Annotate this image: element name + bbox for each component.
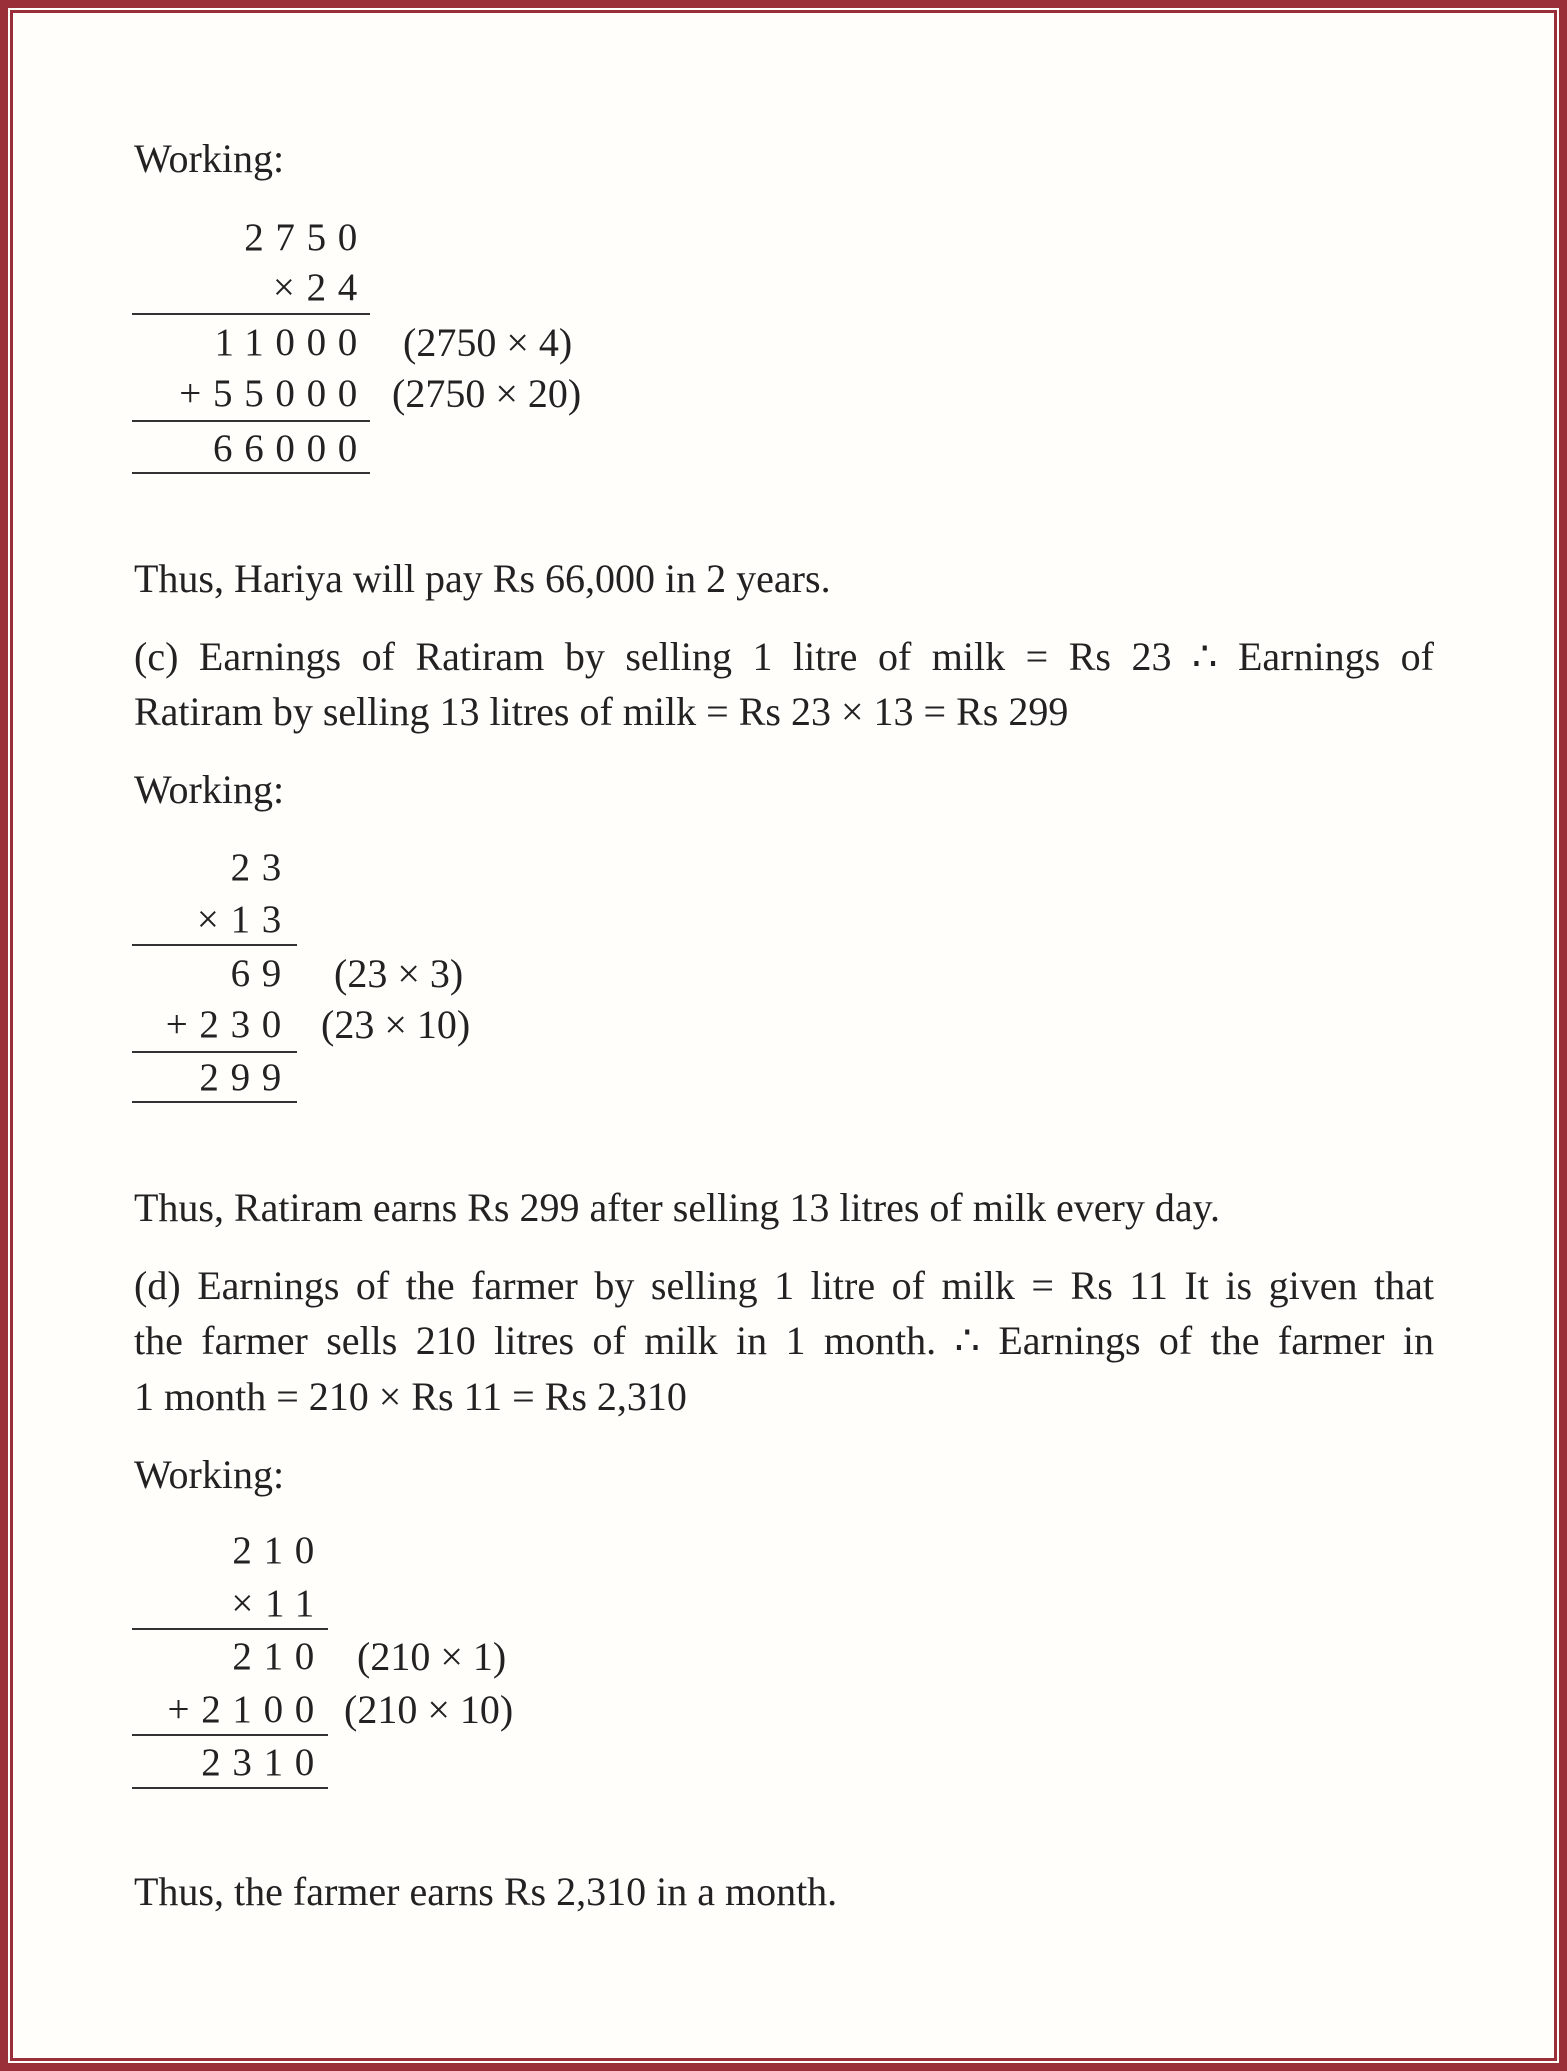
product-result: 299 [199,1056,293,1099]
multiplicand: 210 [232,1529,326,1572]
partial-product: +230 [165,1003,293,1046]
partial-product: 69 [230,952,293,995]
rule [132,420,370,422]
conclusion: Thus, the farmer earns Rs 2,310 in a month. [134,1869,838,1914]
conclusion: Thus, Hariya will pay Rs 66,000 in 2 years. [134,556,831,601]
multiplier: ×24 [272,266,369,309]
partial-product: 11000 [214,321,369,364]
partial-note: (2750 × 20) [392,371,582,416]
partial-product: +55000 [179,372,369,415]
paragraph-line: Ratiram by selling 13 litres of milk = Rs 23 × 13 = Rs 299 [134,689,1069,734]
rule [132,1101,297,1103]
rule [132,472,370,474]
working-label: Working: [134,767,285,812]
rule [132,944,297,946]
paragraph-line: (d) Earnings of the farmer by selling 1 litre of milk = Rs 11 It is given that [134,1263,1434,1308]
rule [132,1734,328,1736]
partial-note: (23 × 10) [321,1002,471,1047]
paragraph-line: 1 month = 210 × Rs 11 = Rs 2,310 [134,1374,687,1419]
working-label: Working: [134,136,285,181]
multiplier: ×11 [231,1582,326,1625]
rule [132,1628,328,1630]
multiplicand: 23 [230,846,293,889]
working-label: Working: [134,1452,285,1497]
partial-product: +2100 [167,1688,326,1731]
rule [132,313,370,315]
paragraph-line: (c) Earnings of Ratiram by selling 1 litre of milk = Rs 23 ∴ Earnings of [134,634,1434,679]
product-result: 66000 [213,427,369,470]
multiplicand: 2750 [244,216,369,259]
paragraph-line: the farmer sells 210 litres of milk in 1 month. ∴ Earnings of the farmer in [134,1318,1434,1363]
product-result: 2310 [201,1741,326,1784]
partial-note: (210 × 10) [344,1687,514,1732]
partial-note: (210 × 1) [357,1634,507,1679]
conclusion: Thus, Ratiram earns Rs 299 after selling 13 litres of milk every day. [134,1185,1221,1230]
rule [132,1787,328,1789]
partial-note: (2750 × 4) [403,320,573,365]
multiplier: ×13 [196,898,293,941]
partial-note: (23 × 3) [334,951,464,996]
partial-product: 210 [232,1635,326,1678]
